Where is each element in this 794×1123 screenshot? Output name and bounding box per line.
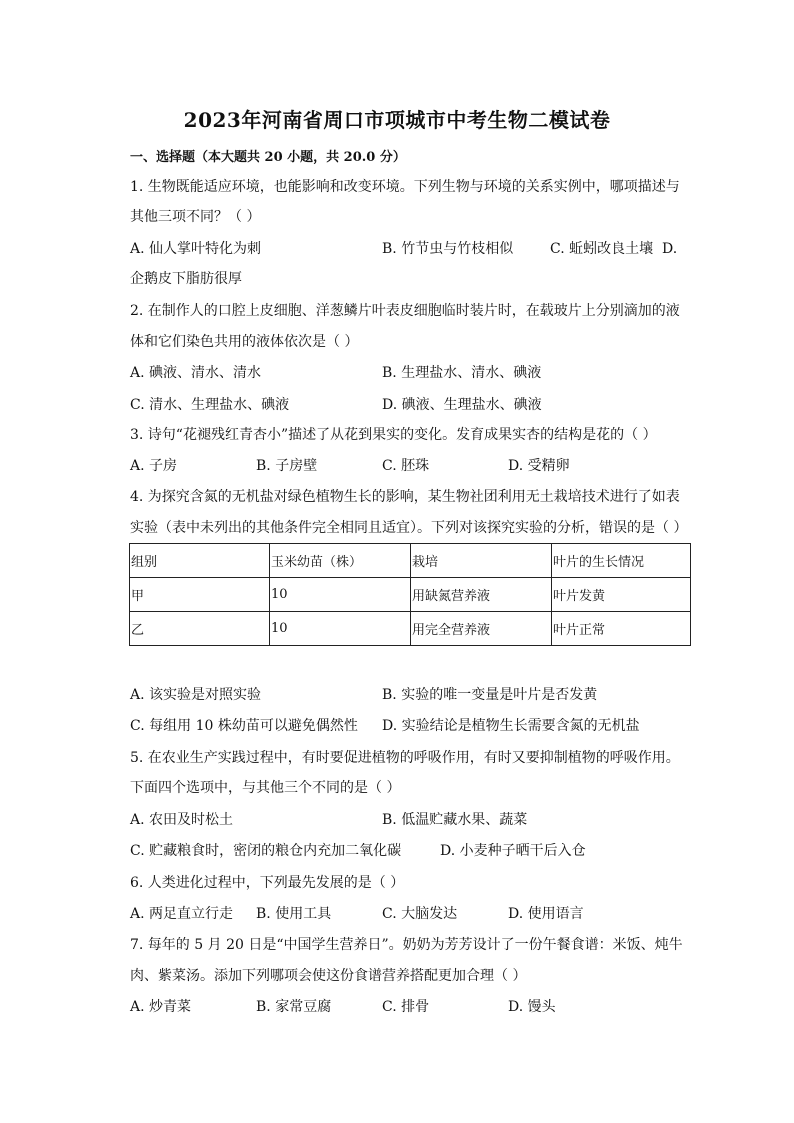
- table-row: [130, 578, 691, 612]
- q6-option-a: A. 两足直立行走: [130, 906, 234, 922]
- page-title: 2023年河南省周口市项城市中考生物二模试卷: [183, 108, 611, 132]
- q5-option-a: A. 农田及时松土: [130, 812, 234, 828]
- q4-option-c: C. 每组用 10 株幼苗可以避免偶然性: [130, 718, 358, 734]
- table-header-cell: 玉米幼苗（株）: [270, 544, 411, 578]
- q7-option-c: C. 排骨: [382, 999, 430, 1015]
- experiment-table: [129, 543, 691, 646]
- table-cell: 10: [270, 578, 411, 612]
- question-4-line-2: 实验（表中未列出的其他条件完全相同且适宜）。下列对该探究实验的分析，错误的是（ ）: [130, 520, 688, 536]
- table-cell: 用缺氮营养液: [411, 578, 552, 612]
- table-cell: 用完全营养液: [411, 612, 552, 646]
- q5-option-d: D. 小麦种子晒干后入仓: [440, 843, 586, 859]
- q2-option-a: A. 碘液、清水、清水: [130, 365, 262, 381]
- table-cell: 10: [270, 612, 411, 646]
- question-7-line-1: 7. 每年的 5 月 20 日是“中国学生营养日”。奶奶为芳芳设计了一份午餐食谱：米饭、炖牛: [130, 937, 683, 953]
- q4-option-a: A. 该实验是对照实验: [130, 687, 262, 703]
- question-4-line-1: 4. 为探究含氮的无机盐对绿色植物生长的影响，某生物社团利用无土栽培技术进行了如表: [130, 489, 680, 505]
- question-2-line-1: 2. 在制作人的口腔上皮细胞、洋葱鳞片叶表皮细胞临时装片时，在载玻片上分别滴加的液: [130, 303, 680, 319]
- table-header-cell: 组别: [130, 544, 270, 578]
- table-cell: 乙: [130, 612, 270, 646]
- q7-option-a: A. 炒青菜: [130, 999, 192, 1015]
- table-header-cell: 栽培: [411, 544, 552, 578]
- q4-option-d: D. 实验结论是植物生长需要含氮的无机盐: [382, 718, 640, 734]
- q3-option-a: A. 子房: [130, 458, 178, 474]
- question-5-line-1: 5. 在农业生产实践过程中，有时要促进植物的呼吸作用，有时又要抑制植物的呼吸作用。: [130, 750, 680, 766]
- table-cell: 叶片正常: [552, 612, 691, 646]
- q3-option-b: B. 子房壁: [256, 458, 318, 474]
- q6-option-c: C. 大脑发达: [382, 906, 458, 922]
- question-3-line-1: 3. 诗句“花褪残红青杏小”描述了从花到果实的变化。发育成果实杏的结构是花的（ ）: [130, 427, 657, 443]
- table-row: [130, 612, 691, 646]
- table-header-row: [130, 544, 691, 578]
- q1-option-d-label: D.: [662, 241, 678, 257]
- q1-option-a: A. 仙人掌叶特化为刺: [130, 241, 262, 257]
- q2-option-d: D. 碘液、生理盐水、碘液: [382, 397, 542, 413]
- question-2-line-2: 体和它们染色共用的液体依次是（ ）: [130, 334, 359, 350]
- question-6-line-1: 6. 人类进化过程中，下列最先发展的是（ ）: [130, 875, 405, 891]
- question-7-line-2: 肉、紫菜汤。添加下列哪项会使这份食谱营养搭配更加合理（ ）: [130, 968, 527, 984]
- question-1-line-1: 1. 生物既能适应环境，也能影响和改变环境。下列生物与环境的关系实例中，哪项描述与: [130, 179, 680, 195]
- q1-option-c: C. 蚯蚓改良土壤: [550, 241, 654, 257]
- question-5-line-2: 下面四个选项中，与其他三个不同的是（ ）: [130, 780, 401, 796]
- table-cell: 叶片发黄: [552, 578, 691, 612]
- q2-option-c: C. 清水、生理盐水、碘液: [130, 397, 290, 413]
- q5-option-b: B. 低温贮藏水果、蔬菜: [382, 812, 528, 828]
- q3-option-d: D. 受精卵: [508, 458, 570, 474]
- table-header-cell: 叶片的生长情况: [552, 544, 691, 578]
- q6-option-b: B. 使用工具: [256, 906, 332, 922]
- table-cell: 甲: [130, 578, 270, 612]
- q5-option-c: C. 贮藏粮食时，密闭的粮仓内充加二氧化碳: [130, 843, 402, 859]
- q2-option-b: B. 生理盐水、清水、碘液: [382, 365, 542, 381]
- q1-option-d-text: 企鹅皮下脂肪很厚: [130, 271, 242, 287]
- q7-option-b: B. 家常豆腐: [256, 999, 332, 1015]
- section-heading: 一、选择题（本大题共 20 小题，共 20.0 分）: [130, 150, 406, 165]
- question-1-line-2: 其他三项不同？（ ）: [130, 209, 261, 225]
- q7-option-d: D. 馒头: [508, 999, 556, 1015]
- q4-option-b: B. 实验的唯一变量是叶片是否发黄: [382, 687, 598, 703]
- q6-option-d: D. 使用语言: [508, 906, 584, 922]
- q1-option-b: B. 竹节虫与竹枝相似: [382, 241, 514, 257]
- q3-option-c: C. 胚珠: [382, 458, 430, 474]
